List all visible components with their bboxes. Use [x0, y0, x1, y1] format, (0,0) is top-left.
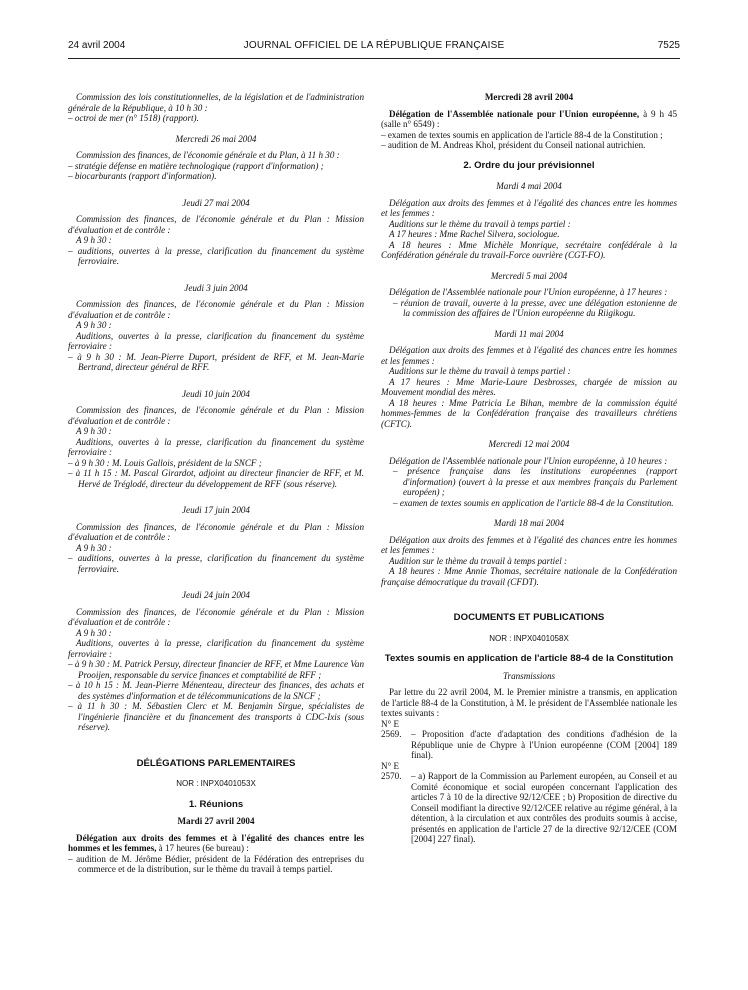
left-column	[68, 92, 364, 875]
day-heading: Jeudi 3 juin 2004	[184, 282, 248, 293]
subsection-title: 2. Ordre du jour prévisionnel	[463, 159, 595, 171]
day-heading: Jeudi 24 juin 2004	[182, 590, 250, 600]
subsection-title: 1. Réunions	[188, 798, 244, 810]
day-heading: Mardi 18 mai 2004	[493, 518, 565, 528]
agenda-item: – examen de textes soumis en application de l'article 88-4 de la Constitution ;	[381, 129, 663, 140]
agenda-item: – audition de M. Andreas Khol, président du Conseil national autrichien.	[381, 140, 646, 150]
agenda-item: – réunion de travail, ouverte à la presse, avec une délégation estonienne de la commission des affaires de l'Union européenne du Riigikogu.	[393, 297, 677, 318]
agenda-item: – à 9 h 30 : M. Jean-Pierre Duport, président de RFF, et M. Jean-Marie Bertrand, directeur général de RFF.	[68, 351, 364, 372]
header-rule	[68, 58, 680, 59]
agenda-item: – à 9 h 30 : M. Patrick Persuy, directeur financier de RFF, et Mme Laurence Van Prooijen, responsable du service finances et comptabilité de RFF ;	[68, 659, 364, 680]
day-heading: Mercredi 12 mai 2004	[488, 439, 570, 449]
agenda-item: A 18 heures : Mme Annie Thomas, secrétaire nationale de la Confédération française démocratique du travail (CFDT).	[381, 566, 677, 587]
committee-line: Commission des finances, de l'économie générale et du Plan : Mission d'évaluation et de contrôle :	[68, 214, 364, 235]
committee-line: Commission des finances, de l'économie générale et du Plan, à 11 h 30 :	[76, 150, 340, 160]
day-heading: Mardi 4 mai 2004	[496, 181, 562, 191]
day-heading: Jeudi 27 mai 2004	[182, 197, 250, 208]
section-title: DÉLÉGATIONS PARLEMENTAIRES	[136, 757, 296, 769]
delegation-name: Délégation aux droits des femmes et à l'égalité des chances entre les hommes et les femmes,	[68, 832, 364, 853]
agenda-item: A 17 heures : Mme Rachel Silvera, sociologue.	[389, 229, 560, 239]
committee-line: Délégation aux droits des femmes et à l'égalité des chances entre les hommes et les femmes :	[381, 345, 677, 366]
subsection-title: Textes soumis en application de l'article 88-4 de la Constitution	[384, 653, 674, 664]
time-line: A 9 h 30 :	[76, 235, 112, 245]
nor-reference: NOR : INPX0401053X	[176, 779, 256, 788]
meeting-date: Mercredi 28 avril 2004	[484, 92, 574, 102]
committee-line: Délégation de l'Assemblée nationale pour l'Union européenne, à 17 heures :	[389, 287, 668, 297]
delegation-line	[68, 833, 364, 854]
agenda-item: – à 9 h 30 : M. Louis Gallois, président de la SNCF ;	[68, 457, 262, 468]
auditions-line: Auditions, ouvertes à la presse, clarification du financement du système ferroviaire :	[68, 638, 364, 659]
agenda-item: – présence française dans les institutions européennes (rapport d'information) (ouvert à la presse et aux membres français du Parlement européen) ;	[393, 466, 677, 497]
time-line: A 9 h 30 :	[76, 320, 112, 330]
section-title: DOCUMENTS ET PUBLICATIONS	[453, 612, 605, 623]
day-heading: Mardi 11 mai 2004	[494, 328, 564, 339]
delegation-time: à 9 h 45 (salle n° 6549) :	[381, 108, 677, 129]
agenda-item: – auditions, ouvertes à la presse, clarification du financement du système ferroviaire.	[68, 553, 364, 574]
right-column	[381, 92, 677, 845]
committee-line: Délégation de l'Assemblée nationale pour l'Union européenne, à 10 heures :	[389, 455, 668, 466]
auditions-line: Auditions, ouvertes à la presse, clarification du financement du système ferroviaire :	[68, 436, 364, 457]
day-heading: Jeudi 17 juin 2004	[182, 505, 250, 515]
issue-date: 24 avril 2004	[68, 40, 126, 51]
transmissions-heading: Transmissions	[502, 670, 556, 681]
auditions-line: Auditions sur le thème du travail à temps partiel :	[389, 366, 571, 376]
committee-line: Délégation aux droits des femmes et à l'égalité des chances entre les hommes et les femmes :	[381, 197, 677, 218]
agenda-item: – octroi de mer (n° 1518) (rapport).	[68, 113, 199, 123]
agenda-item: A 18 heures : Mme Michèle Monrique, secrétaire confédérale à la Confédération générale du travail-Force ouvrière (CGT-FO).	[381, 239, 677, 260]
agenda-item: – à 10 h 15 : M. Jean-Pierre Ménenteau, directeur des finances, des achats et des systèmes d'information et de télécommunications de la SNCF ;	[68, 680, 364, 701]
committee-line: Délégation aux droits des femmes et à l'égalité des chances entre les hommes et les femmes :	[381, 534, 677, 555]
agenda-item: A 18 heures : Mme Patricia Le Bihan, membre de la commission équité hommes-femmes de la Confédération française des travailleurs chrétiens (CFTC).	[381, 397, 677, 429]
auditions-line: Auditions, ouvertes à la presse, clarification du financement du système ferroviaire :	[68, 330, 364, 351]
committee-line: Commission des finances, de l'économie générale et du Plan : Mission d'évaluation et de contrôle :	[68, 299, 364, 320]
time-line: A 9 h 30 :	[76, 542, 112, 553]
agenda-item: A 17 heures : Mme Marie-Laure Desbrosses, chargée de mission au Mouvement mondial des mères.	[381, 376, 677, 397]
day-heading: Mercredi 26 mai 2004	[175, 133, 257, 144]
entry-number: N° E 2569.	[381, 718, 402, 739]
committee-line: Commission des finances, de l'économie générale et du Plan : Mission d'évaluation et de contrôle :	[68, 405, 364, 426]
day-heading: Mercredi 5 mai 2004	[490, 270, 568, 281]
agenda-item: – examen de textes soumis en application de l'article 88-4 de la Constitution.	[393, 497, 674, 508]
page-header	[68, 40, 680, 56]
delegation-line	[381, 109, 677, 130]
entry-text: – a) Rapport de la Commission au Parlement européen, au Conseil et au Comité économique et social européen concernant l'application des articles 7 à 10 de la directive 92/12/CEE ; b) Proposition de directive du Conseil modifiant la directive 92/12/CEE relative au régime général, à la détention, à la circulation et aux contrôles des produits soumis à accise, présentés en application de l'article 27 de la directive 92/12/CEE (COM [2004] 227 final).	[411, 771, 677, 844]
page-number: 7525	[657, 40, 680, 51]
nor-reference: NOR : INPX0401058X	[489, 633, 569, 643]
day-heading: Jeudi 10 juin 2004	[182, 388, 250, 399]
auditions-line: Audition sur le thème du travail à temps partiel :	[389, 555, 568, 566]
entry-text: – Proposition d'acte d'adaptation des conditions d'adhésion de la République unie de Chypre à l'Union européenne (COM [2004] 189 final).	[411, 729, 677, 760]
committee-line: Commission des lois constitutionnelles, de la législation et de l'administration générale de la République, à 10 h 30 :	[68, 92, 364, 113]
agenda-item: – audition de M. Jérôme Bédier, président de la Fédération des entreprises du commerce et de la distribution, sur le thème du travail à temps partiel.	[68, 853, 364, 874]
journal-title: JOURNAL OFFICIEL DE LA RÉPUBLIQUE FRANÇAISE	[243, 40, 505, 51]
agenda-item: – auditions, ouvertes à la presse, clarification du financement du système ferroviaire.	[68, 245, 364, 266]
auditions-line: Auditions sur le thème du travail à temps partiel :	[389, 218, 571, 229]
meeting-date: Mardi 27 avril 2004	[177, 816, 255, 826]
transmission-letter: Par lettre du 22 avril 2004, M. le Premier ministre a transmis, en application de l'article 88-4 de la Constitution, à M. le président de l'Assemblée nationale les textes suivants :	[381, 687, 677, 718]
time-line: A 9 h 30 :	[76, 426, 112, 436]
agenda-item: – stratégie défense en matière technologique (rapport d'information) ;	[68, 160, 324, 171]
agenda-item: – biocarburants (rapport d'information).	[68, 171, 217, 181]
committee-line: Commission des finances, de l'économie générale et du Plan : Mission d'évaluation et de contrôle :	[68, 606, 364, 627]
time-line: A 9 h 30 :	[76, 627, 112, 638]
agenda-item: – à 11 h 30 : M. Sébastien Clerc et M. Benjamin Sirgue, spécialistes de l'ingénierie financière et du financement des transports à CDC-Ixis (sous réserve).	[68, 701, 364, 732]
entry-number: N° E 2570.	[381, 760, 402, 781]
delegation-time: à 17 heures (6e bureau) :	[156, 843, 249, 853]
delegation-name: Délégation de l'Assemblée nationale pour l'Union européenne,	[389, 108, 640, 119]
agenda-item: – à 11 h 15 : M. Pascal Girardot, adjoint au directeur financier de RFF, et M. Hervé de Tréglodé, directeur du développement de RFF (sous réserve).	[68, 468, 364, 489]
committee-line: Commission des finances, de l'économie générale et du Plan : Mission d'évaluation et de contrôle :	[68, 521, 364, 542]
